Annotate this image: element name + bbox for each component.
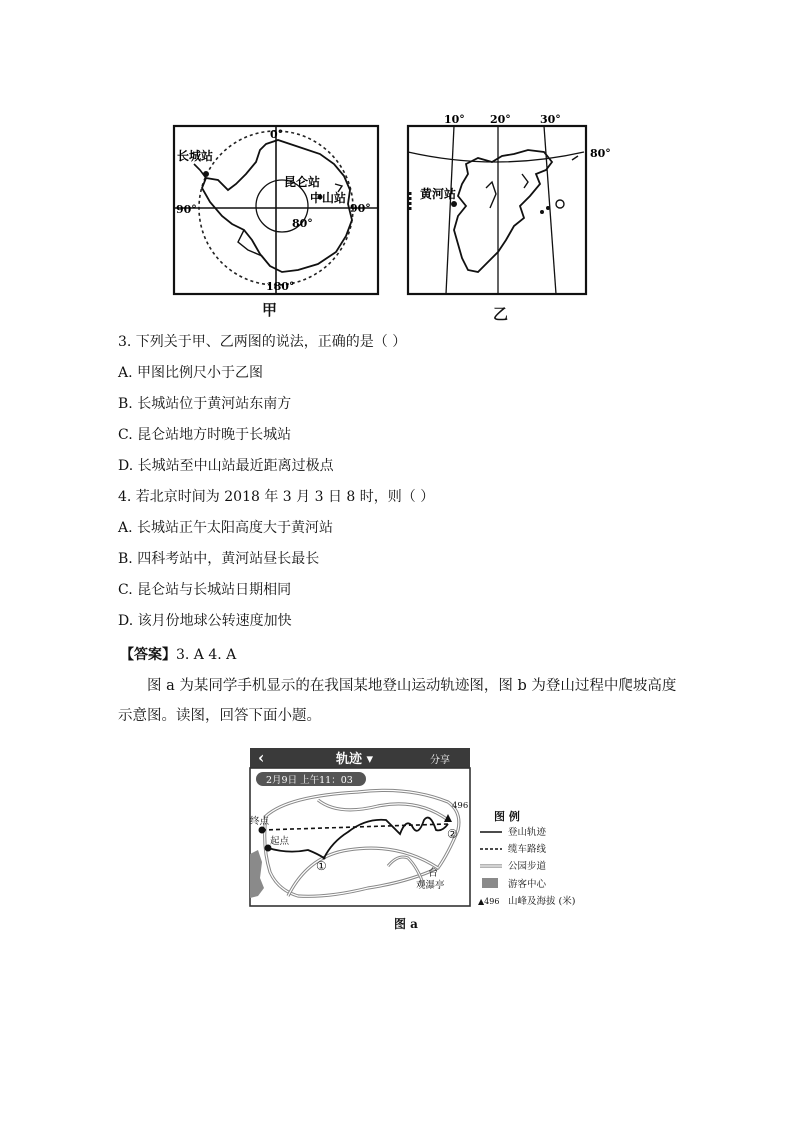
end-label: 终点	[250, 816, 270, 827]
back-icon[interactable]: ‹	[258, 748, 265, 767]
question-3-stem: 3. 下列关于甲、乙两图的说法，正确的是（ ）	[118, 334, 407, 350]
point-2-label: ②	[447, 827, 458, 841]
label-changcheng: 长城站	[177, 149, 214, 163]
track-timestamp: 2月9日 上午11：03	[266, 775, 353, 786]
track-title[interactable]: 轨迹 ▾	[336, 752, 374, 767]
map-yi	[406, 112, 616, 298]
label-lon30: 30°	[540, 113, 561, 126]
map-jia	[170, 124, 380, 296]
question-3-option-d: D. 长城站至中山站最近距离过极点	[118, 458, 334, 474]
map-jia-caption: 甲	[262, 301, 278, 319]
question-4-option-c: C. 昆仑站与长城站日期相同	[118, 582, 292, 598]
legend-item-cable: 缆车路线	[508, 844, 547, 855]
pavilion-label: 观瀑亭	[416, 880, 445, 891]
label-huanghe: 黄河站	[420, 187, 457, 201]
legend-item-trail: 公园步道	[508, 861, 547, 872]
start-label: 起点	[270, 836, 290, 847]
question-4-option-b: B. 四科考站中，黄河站昼长最长	[118, 551, 320, 567]
share-button[interactable]: 分享	[430, 755, 450, 766]
label-deg0: 0°	[270, 128, 284, 141]
question-3-option-a: A. 甲图比例尺小于乙图	[118, 365, 264, 381]
question-4-stem: 4. 若北京时间为 2018 年 3 月 3 日 8 时，则（ ）	[118, 489, 435, 505]
elevation-label: 496	[452, 801, 469, 811]
intro-paragraph: 图 a 为某同学手机显示的在我国某地登山运动轨迹图，图 b 为登山过程中爬坡高度示意图。读图，回答下面小题。	[118, 678, 677, 724]
map-yi-caption: 乙	[493, 305, 509, 323]
label-lat80: 80°	[590, 147, 611, 160]
answer-text: 3. A 4. A	[176, 647, 237, 663]
figure-a	[248, 746, 588, 938]
legend-title: 图 例	[494, 810, 520, 823]
label-zhongshan: 中山站	[310, 191, 347, 205]
question-3-option-b: B. 长城站位于黄河站东南方	[118, 396, 292, 412]
pavilion-icon: 台	[428, 868, 438, 879]
legend-item-peak: 山峰及海拔 (米)	[508, 896, 576, 907]
label-deg90e: 90°	[350, 202, 371, 215]
question-4-option-a: A. 长城站正午太阳高度大于黄河站	[118, 520, 334, 536]
answer-label: 【答案】	[120, 647, 176, 663]
figure-a-caption: 图 a	[394, 917, 418, 931]
legend-item-track: 登山轨迹	[508, 827, 547, 838]
legend-item-visitor-center: 游客中心	[508, 879, 547, 890]
legend-peak-symbol: ▲496	[478, 897, 500, 906]
question-4-option-d: D. 该月份地球公转速度加快	[118, 613, 292, 629]
label-deg90w: 90°	[176, 203, 197, 216]
question-3-option-c: C. 昆仑站地方时晚于长城站	[118, 427, 292, 443]
label-deg80: 80°	[292, 217, 313, 230]
label-lon20: 20°	[490, 113, 511, 126]
label-lon10: 10°	[444, 113, 465, 126]
label-deg180: 180°	[266, 280, 295, 293]
point-1-label: ①	[316, 859, 327, 873]
label-kunlun: 昆仑站	[284, 175, 321, 189]
answer-line	[120, 646, 236, 664]
